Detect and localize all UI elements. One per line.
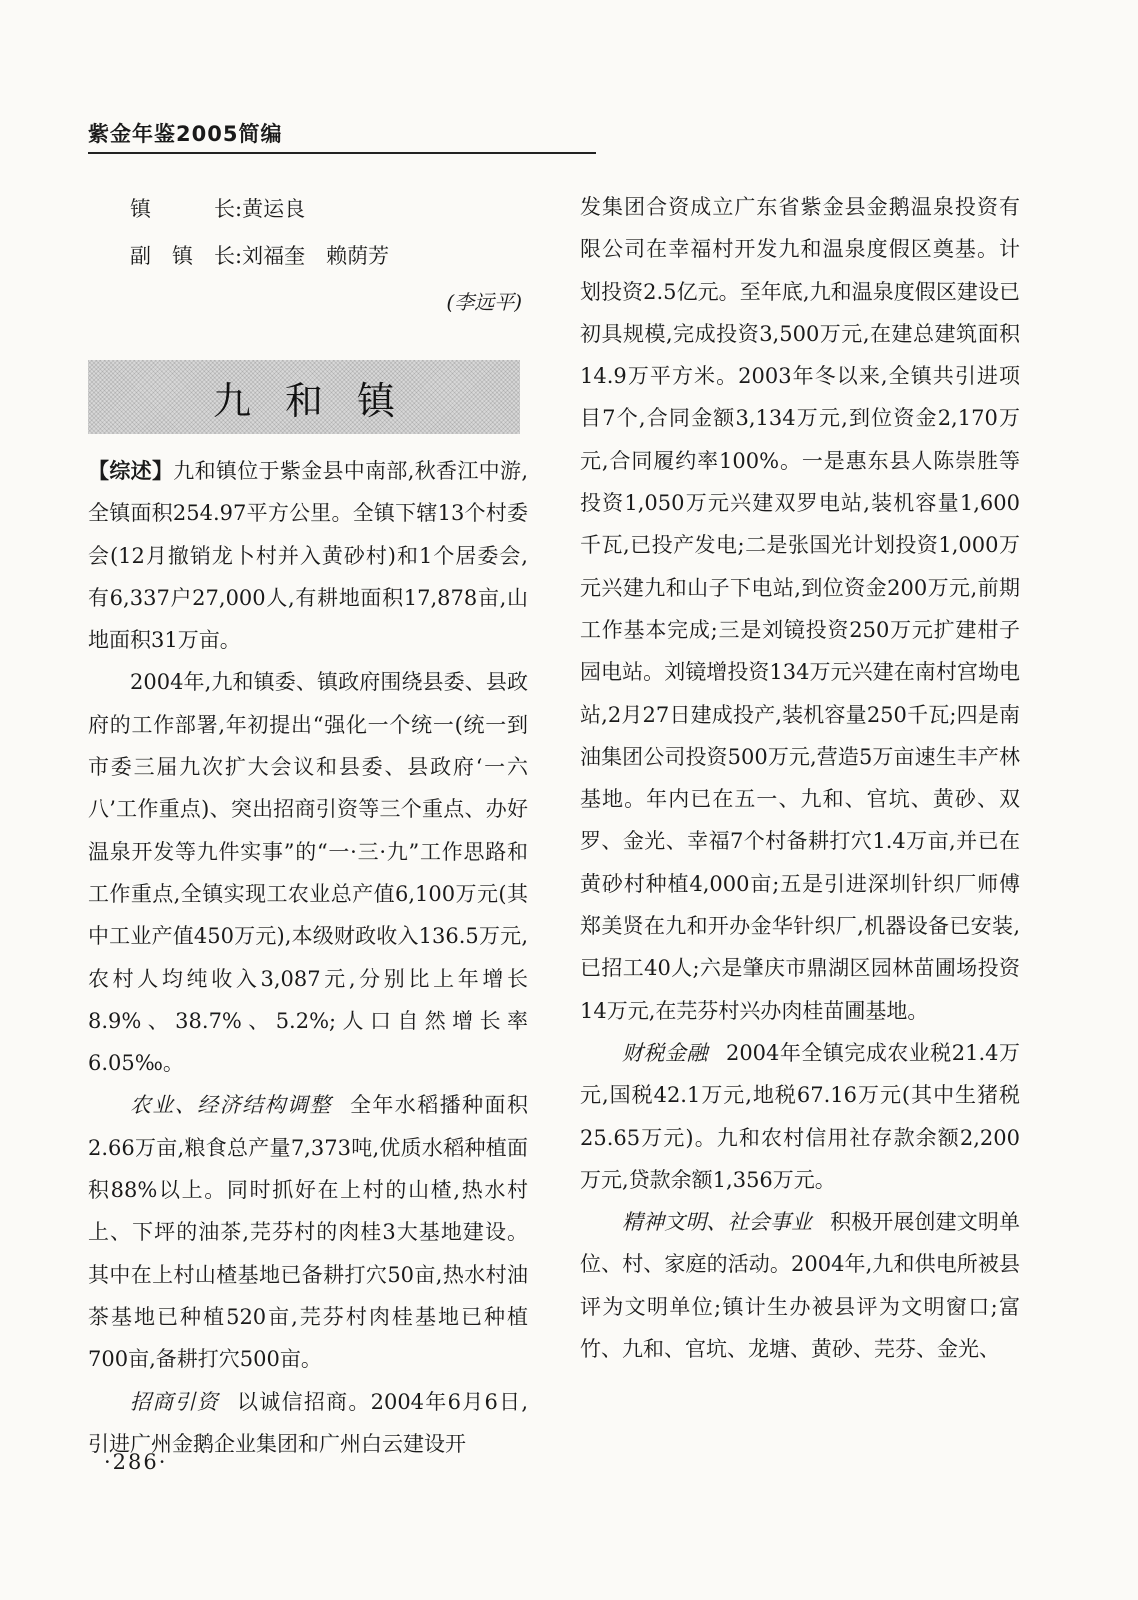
civ-text: 积极开展创建文明单位、村、家庭的活动。2004年,九和供电所被县评为文明单位;镇计生办被县评为文明窗口;富竹、九和、官坑、龙塘、黄砂、芫芬、金光、 — [580, 1210, 1021, 1362]
officer-name: 刘福奎 赖荫芳 — [242, 244, 390, 268]
summary-paragraph — [88, 450, 528, 661]
section-title-band — [88, 360, 520, 434]
author-credit: (李远平) — [446, 290, 522, 314]
civ-subhead: 精神文明、社会事业 — [622, 1210, 813, 1235]
header-rule — [88, 152, 596, 154]
agri-text: 全年水稻播种面积2.66万亩,粮食总产量7,373吨,优质水稻种植面积88%以上。同时抓好在上村的山楂,热水村上、下坪的油茶,芫芬村的肉桂3大基地建设。其中在上村山楂基地已备耕打穴50亩,热水村油茶基地已种植520亩,芫芬村肉桂基地已种植700亩,备耕打穴500亩。 — [88, 1093, 528, 1372]
agri-subhead: 农业、经济结构调整 — [130, 1093, 332, 1118]
officer-role: 镇 长 — [130, 197, 235, 221]
running-head: 紫金年鉴2005简编 — [88, 122, 283, 146]
invest-continued: 发集团合资成立广东省紫金县金鹅温泉投资有限公司在幸福村开发九和温泉度假区奠基。计划投资2.5亿元。至年底,九和温泉度假区建设已初具规模,完成投资3,500万元,在建总建筑面积14.9万平方米。2003年冬以来,全镇共引进项目7个,合同金额3,134万元,到位资金2,170万元,合同履约率100%。一是惠东县人陈崇胜等投资1,050万元兴建双罗电站,装机容量1,600千瓦,已投产发电;二是张国光计划投资1,000万元兴建九和山子下电站,到位资金200万元,前期工作基本完成;三是刘镜投资250万元扩建柑子园电站。刘镜增投资134万元兴建在南村宫坳电站,2月27日建成投产,装机容量250千瓦;四是南油集团公司投资500万元,营造5万亩速生丰产林基地。年内已在五一、九和、官坑、黄砂、双罗、金光、幸福7个村备耕打穴1.4万亩,并已在黄砂村种植4,000亩;五是引进深圳针织厂师傅郑美贤在九和开办金华针织厂,机器设备已安装,已招工40人;六是肇庆市鼎湖区园林苗圃场投资14万元,在芫芬村兴办肉桂苗圃基地。 — [580, 195, 1020, 1023]
summary-text: 九和镇位于紫金县中南部,秋香江中游,全镇面积254.97平方公里。全镇下辖13个村委会(12月撤销龙卜村并入黄砂村)和1个居委会,有6,337户27,000人,有耕地面积17,878亩,山地面积31万亩。 — [88, 459, 528, 653]
officer-deputy: 副 镇 长:刘福奎 赖荫芳 — [130, 244, 390, 268]
section-title: 九和镇 — [212, 378, 429, 423]
invest-subhead: 招商引资 — [130, 1389, 220, 1414]
tax-text: 2004年全镇完成农业税21.4万元,国税42.1万元,地税67.16万元(其中生猪税25.65万元)。九和农村信用社存款余额2,200万元,贷款余额1,356万元。 — [580, 1040, 1021, 1192]
left-column — [88, 186, 528, 1465]
agri-paragraph — [88, 1084, 528, 1380]
tax-paragraph — [580, 1032, 1020, 1201]
summary-label: 【综述】 — [88, 459, 174, 483]
page-number: ·286· — [104, 1450, 168, 1474]
officer-name: 黄运良 — [242, 197, 306, 221]
civ-paragraph — [580, 1201, 1020, 1370]
officer-role: 副 镇 长 — [130, 244, 235, 268]
tax-subhead: 财税金融 — [622, 1040, 708, 1065]
paragraph-2004: 2004年,九和镇委、镇政府围绕县委、县政府的工作部署,年初提出“强化一个统一(统一到市委三届九次扩大会议和县委、县政府‘一六八’工作重点)、突出招商引资等三个重点、办好温泉开发等九件实事”的“一·三·九”工作思路和工作重点,全镇实现工农业总产值6,100万元(其中工业产值450万元),本级财政收入136.5万元,农村人均纯收入3,087元,分别比上年增长8.9%、38.7%、5.2%;人口自然增长率6.05‰。 — [88, 670, 528, 1076]
right-column — [580, 186, 1020, 1370]
invest-text: 以诚信招商。2004年6月6日,引进广州金鹅企业集团和广州白云建设开 — [88, 1389, 529, 1456]
officer-mayor: 镇 长:黄运良 — [130, 197, 306, 221]
